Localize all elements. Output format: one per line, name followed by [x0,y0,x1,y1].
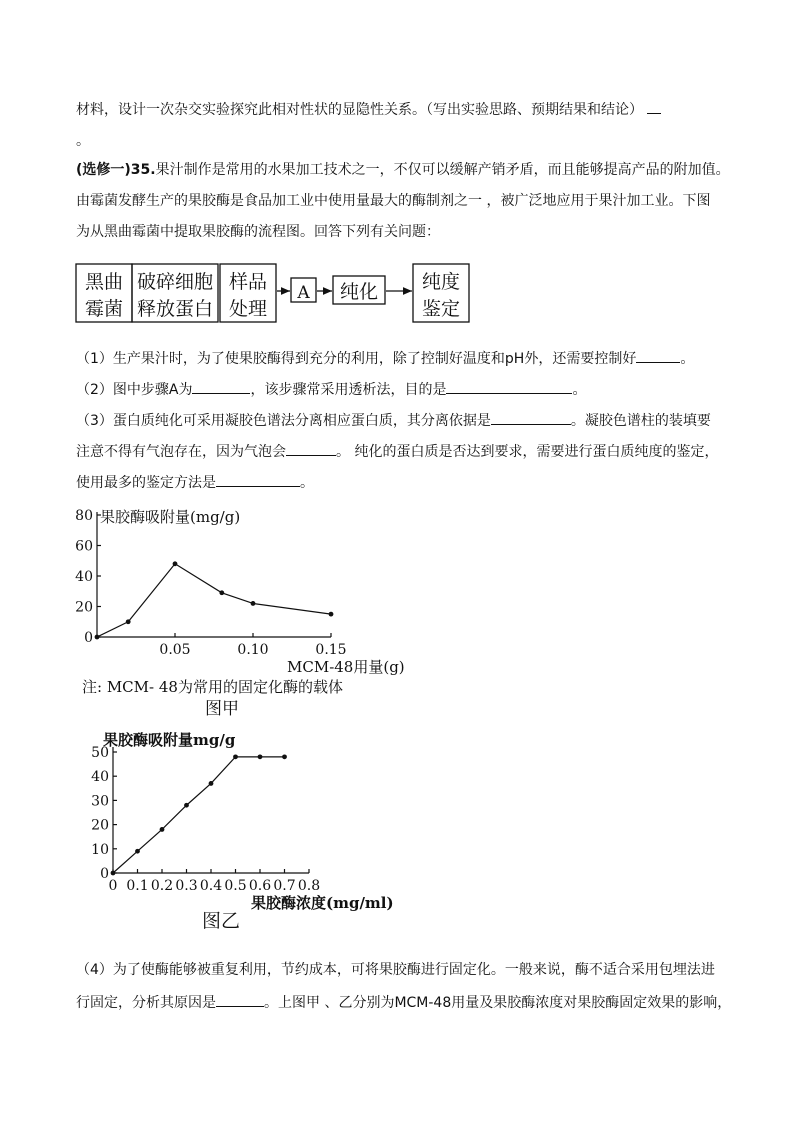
question-number: (选修一)35. [76,162,156,178]
chart-ylabel: 果胶酶吸附量(mg/g) [100,508,241,526]
text: （4）为了使酶能够被重复利用，节约成本，可将果胶酶进行固定化。一般来说，酶不适合采用包埋法进 [76,962,715,978]
x-tick-label: 0.10 [237,642,269,658]
x-tick-label: 0.6 [248,878,272,894]
text: 注意不得有气泡存在，因为气泡会 [76,444,286,460]
y-tick-label: 0 [84,630,93,646]
flowchart [0,0,800,340]
text: （2）图中步骤A为 [76,382,193,398]
flow-label: 纯化 [339,281,379,303]
text: （1）生产果汁时，为了使果胶酶得到充分的利用，除了控制好温度和pH外，还需要控制好 [76,351,637,367]
data-point [95,635,100,640]
x-tick-label: 0.4 [199,878,223,894]
question-3 [76,410,711,431]
y-tick-label: 20 [75,599,93,616]
text: ，该步骤常采用透析法，目的是 [250,382,447,398]
chart-ylabel: 果胶酶吸附量mg/g [103,731,236,749]
x-tick-label: 0.3 [175,878,198,894]
data-point [258,754,263,759]
data-point [173,561,178,566]
answer-blank[interactable] [216,472,300,487]
data-point [209,781,214,786]
chart-title: 图乙 [202,910,241,932]
data-point [160,827,165,832]
answer-blank[interactable] [286,441,336,456]
x-tick-label: 0.15 [315,642,347,658]
y-tick-label: 0 [100,866,109,882]
text: 为从黑曲霉菌中提取果胶酶的流程图。回答下列有关问题： [76,224,440,240]
x-tick-label: 0 [108,878,118,894]
flow-label: 释放蛋白 [136,298,214,320]
text: 。 纯化的蛋白质是否达到要求，需要进行蛋白质纯度的鉴定， [336,444,719,460]
flow-label: 黑曲 [84,271,124,293]
text: 由霉菌发酵生产的果胶酶是食品加工业中使用量最大的酶制剂之一 ，被广泛地应用于果汁加工业。下图 [76,193,711,209]
y-tick-label: 80 [75,508,93,524]
question-1 [76,348,694,369]
text: 。 [300,475,314,491]
chart-note: 注: MCM- 48为常用的固定化酶的载体 [82,678,343,696]
data-point [329,612,334,617]
y-tick-label: 10 [91,841,109,858]
data-point [219,590,224,595]
question-4 [76,960,715,980]
x-tick-label: 0.7 [273,878,296,894]
question-2 [76,379,586,400]
data-point [135,849,140,854]
y-tick-label: 40 [75,569,93,585]
y-tick-label: 50 [91,745,109,761]
flow-label: 鉴定 [421,298,461,320]
text: 使用最多的鉴定方法是 [76,475,216,491]
flow-label: 纯度 [421,271,461,293]
chart-yi [85,725,405,935]
flow-label: 破碎细胞 [136,271,214,293]
answer-blank[interactable] [446,379,572,394]
chart-xlabel: MCM-48用量(g) [287,658,405,676]
text: 果汁制作是常用的水果加工技术之一，不仅可以缓解产销矛盾，而且能够提高产品的附加值。 [155,162,730,178]
chart-title: 图甲 [205,699,239,719]
chart-xlabel: 果胶酶浓度(mg/ml) [251,894,394,912]
text: （3）蛋白质纯化可采用凝胶色谱法分离相应蛋白质，其分离依据是 [76,413,491,429]
text: 。 [76,133,90,149]
data-point [251,601,256,606]
data-point [111,871,116,876]
text: 。凝胶色谱柱的装填要 [570,413,711,429]
chart-jia [60,500,420,725]
answer-blank[interactable] [216,992,264,1007]
x-tick-label: 0.8 [297,878,321,894]
x-tick-label: 0.05 [159,642,191,658]
y-tick-label: 30 [91,793,109,810]
text: 。 [680,351,695,367]
x-tick-label: 0.2 [150,878,174,894]
data-point [126,619,131,624]
paragraph-line [76,992,731,1013]
y-tick-label: 40 [91,769,109,786]
answer-blank[interactable] [192,379,250,394]
paragraph-line [76,472,314,493]
answer-blank[interactable] [491,410,571,425]
text: 。 [572,382,587,398]
flow-label: 处理 [228,298,268,320]
text: 材料，设计一次杂交实验探究此相对性状的显隐性关系。（写出实验思路、预期结果和结论） [76,102,643,118]
y-tick-label: 20 [91,817,109,834]
series-line [113,757,285,873]
text: 行固定，分析其原因是 [76,995,216,1011]
paragraph-line [76,441,718,462]
flow-label: 霉菌 [84,298,124,320]
series-line [97,564,331,637]
text: 。上图甲 、乙分别为MCM-48用量及果胶酶浓度对果胶酶固定效果的影响， [264,995,732,1011]
data-point [282,754,287,759]
flow-label: A [297,283,310,303]
x-tick-label: 0.5 [224,878,247,894]
y-tick-label: 60 [75,538,93,555]
data-point [184,803,189,808]
data-point [233,754,238,759]
answer-blank[interactable] [636,348,680,363]
flow-label: 样品 [228,271,268,293]
x-tick-label: 0.1 [126,878,149,894]
